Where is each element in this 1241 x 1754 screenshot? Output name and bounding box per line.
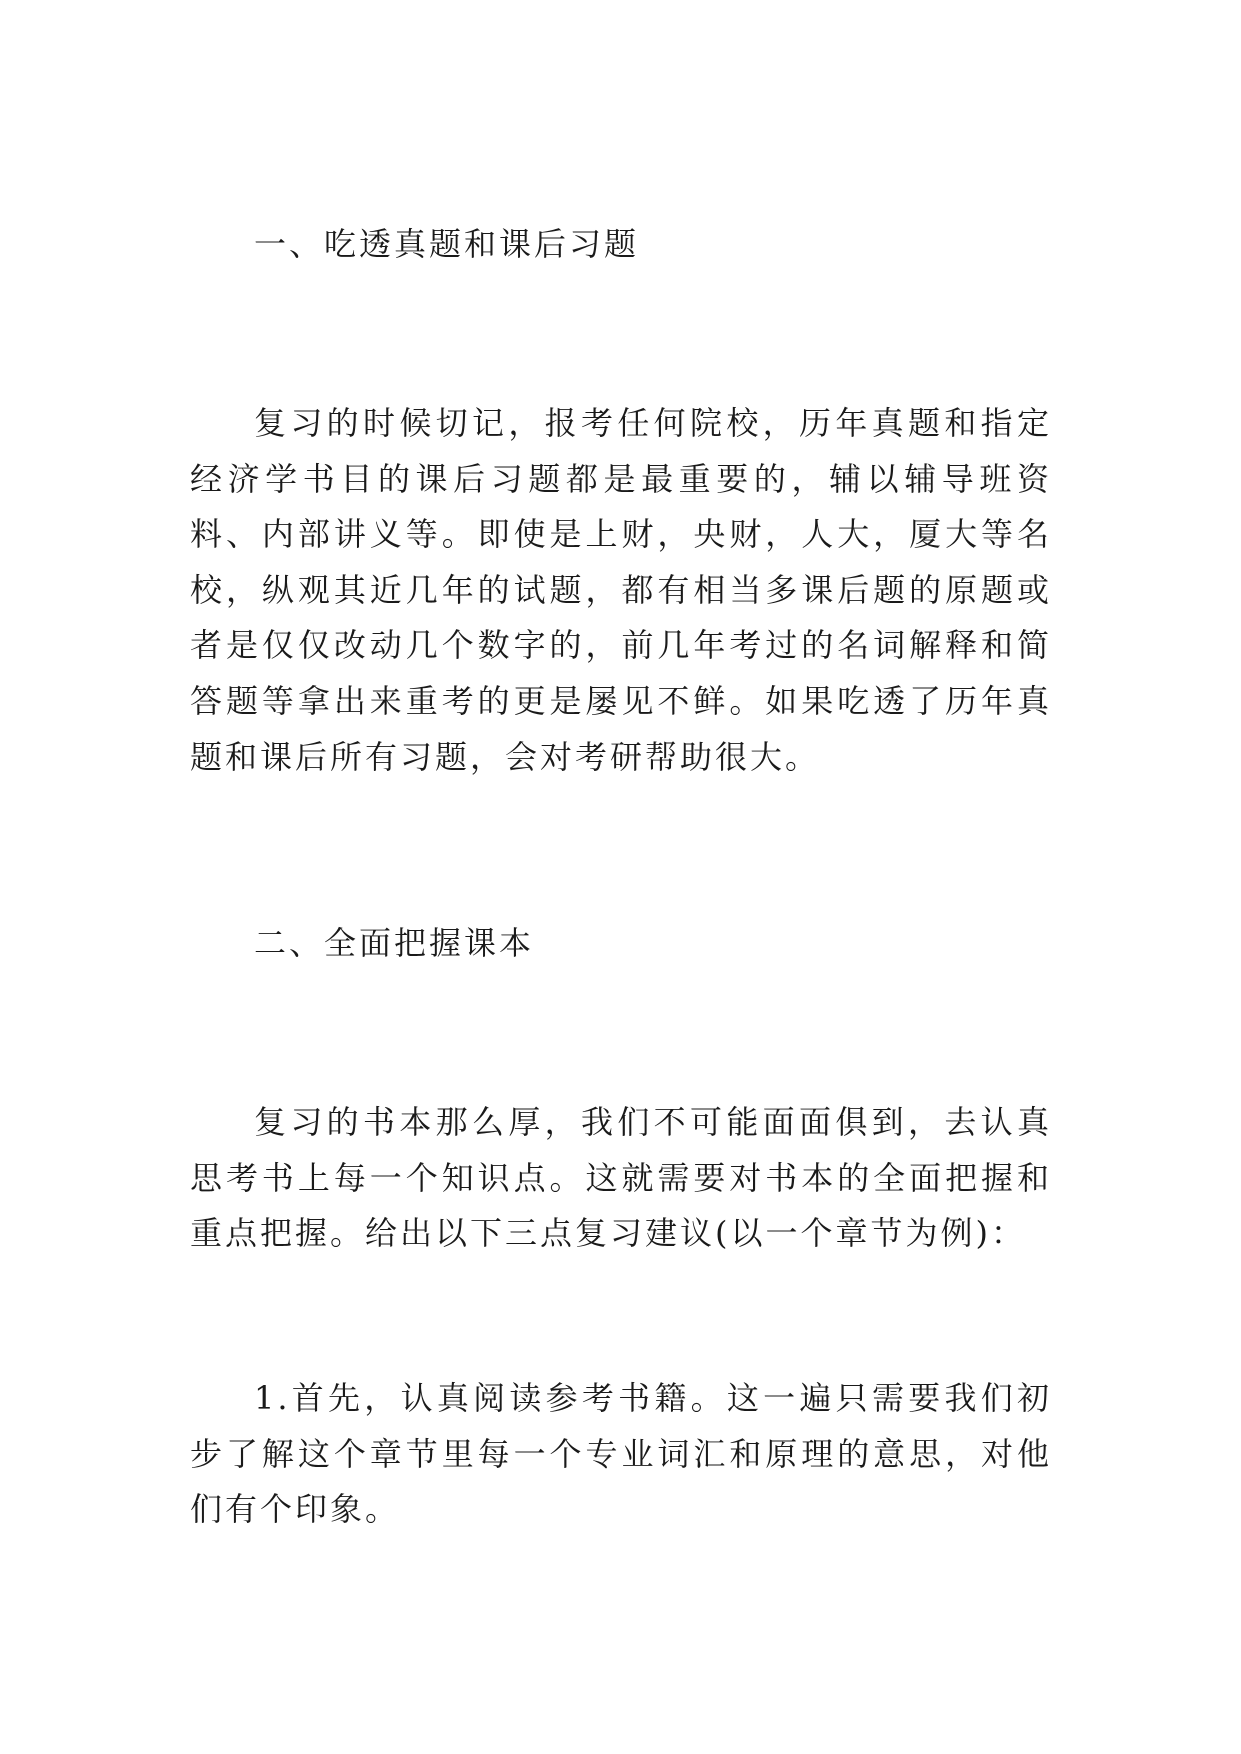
section-heading-2: 二、全面把握课本 <box>254 924 535 962</box>
section-2-paragraph-1: 复习的书本那么厚，我们不可能面面俱到，去认真思考书上每一个知识点。这就需要对书本的全面把握和重点把握。给出以下三点复习建议(以一个章节为例)： <box>190 1103 1052 1253</box>
section-heading-1: 一、吃透真题和课后习题 <box>254 225 640 263</box>
section-1-paragraph-1: 复习的时候切记，报考任何院校，历年真题和指定经济学书目的课后习题都是最重要的，辅以辅导班资料、内部讲义等。即使是上财，央财，人大，厦大等名校，纵观其近几年的试题，都有相当多课后题的原题或者是仅仅改动几个数字的，前几年考过的名词解释和简答题等拿出来重考的更是屡见不鲜。如果吃透了历年真题和课后所有习题，会对考研帮助很大。 <box>190 404 1052 776</box>
section-2-paragraph-2: 1.首先，认真阅读参考书籍。这一遍只需要我们初步了解这个章节里每一个专业词汇和原理的意思，对他们有个印象。 <box>190 1379 1052 1529</box>
